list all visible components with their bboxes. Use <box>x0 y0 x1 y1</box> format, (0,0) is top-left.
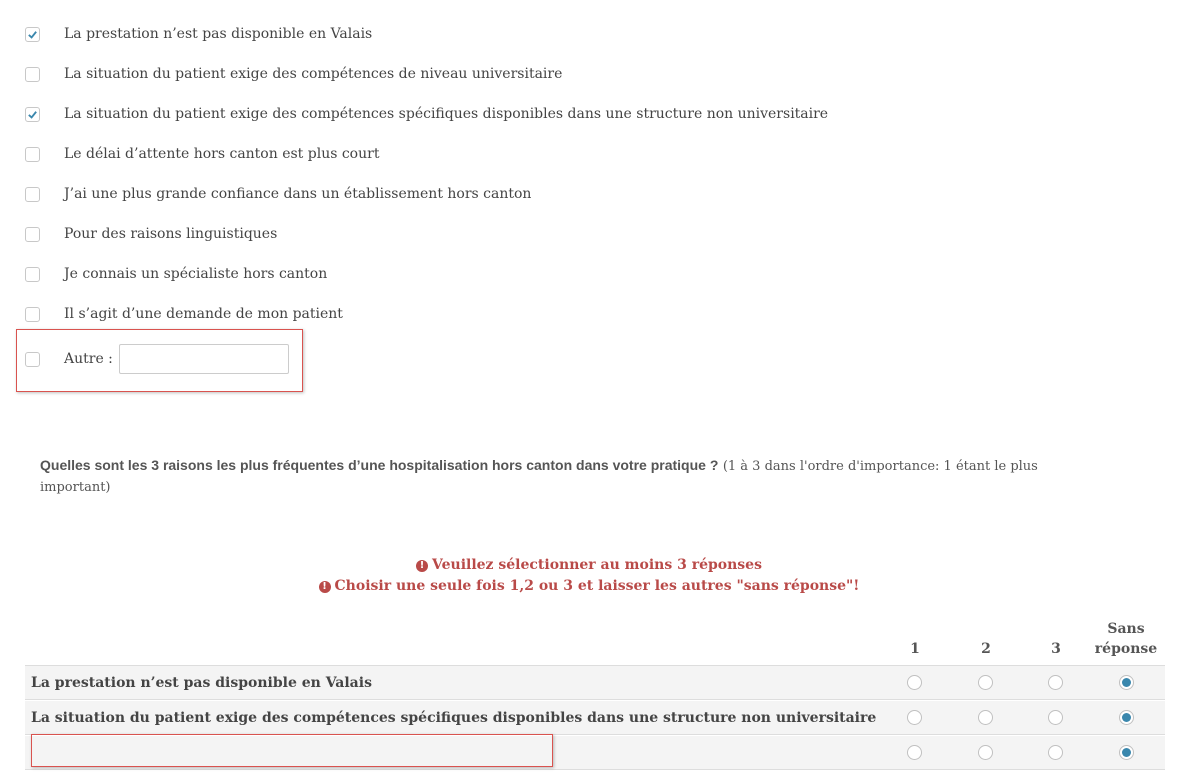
checkbox-label: Pour des raisons linguistiques <box>64 226 278 242</box>
radio-rank-2[interactable] <box>978 745 993 760</box>
checkbox[interactable] <box>25 267 40 282</box>
row-label: La prestation n’est pas disponible en Valais <box>31 674 372 691</box>
checkbox[interactable] <box>25 227 40 242</box>
check-icon <box>27 109 38 120</box>
checkbox-label: J’ai une plus grande confiance dans un établissement hors canton <box>64 186 532 202</box>
exclamation-icon: ! <box>416 560 428 572</box>
exclamation-icon: ! <box>319 581 331 593</box>
radio-sans-reponse[interactable] <box>1119 745 1134 760</box>
warning-message-1 <box>0 557 1178 573</box>
radio-rank-2[interactable] <box>978 710 993 725</box>
checkbox-label: La situation du patient exige des compétences de niveau universitaire <box>64 66 563 82</box>
other-label: Autre : <box>64 351 113 367</box>
checkbox[interactable] <box>25 27 40 42</box>
question-hint: (1 à 3 dans l'ordre d'importance: 1 étant le plus important) <box>40 459 1038 495</box>
check-icon <box>27 29 38 40</box>
highlight-box-other <box>16 329 303 392</box>
checkbox-option-7[interactable] <box>25 264 327 284</box>
radio-rank-2[interactable] <box>978 675 993 690</box>
warning-message-2 <box>0 578 1178 594</box>
column-header-sans-reponse: Sans réponse <box>1094 621 1158 657</box>
checkbox[interactable] <box>25 307 40 322</box>
checkbox-option-8[interactable] <box>25 304 343 324</box>
checkbox-label: Il s’agit d’une demande de mon patient <box>64 306 343 322</box>
checkbox-option-1[interactable] <box>25 24 372 44</box>
checkbox[interactable] <box>25 67 40 82</box>
checkbox-label: Je connais un spécialiste hors canton <box>64 266 328 282</box>
radio-rank-3[interactable] <box>1048 710 1063 725</box>
column-header-3: 3 <box>1051 641 1061 657</box>
checkbox-option-3[interactable] <box>25 104 828 124</box>
radio-rank-1[interactable] <box>907 675 922 690</box>
checkbox-label: La situation du patient exige des compétences spécifiques disponibles dans une structure non universitaire <box>64 106 829 122</box>
highlight-box-empty-row <box>31 734 553 767</box>
table-row <box>25 700 1165 735</box>
warning-text: Veuillez sélectionner au moins 3 réponses <box>432 557 762 573</box>
checkbox-option-2[interactable] <box>25 64 562 84</box>
row-label: La situation du patient exige des compétences spécifiques disponibles dans une structure non universitaire <box>31 709 877 726</box>
radio-sans-reponse[interactable] <box>1119 710 1134 725</box>
radio-sans-reponse[interactable] <box>1119 675 1134 690</box>
column-header-1: 1 <box>910 641 920 657</box>
radio-rank-1[interactable] <box>907 745 922 760</box>
question-text <box>40 455 1110 498</box>
checkbox-option-6[interactable] <box>25 224 277 244</box>
radio-rank-1[interactable] <box>907 710 922 725</box>
question-title: Quelles sont les 3 raisons les plus fréquentes d’une hospitalisation hors canton dans votre pratique ? <box>40 457 719 473</box>
checkbox-option-5[interactable] <box>25 184 531 204</box>
checkbox[interactable] <box>25 107 40 122</box>
warning-text: Choisir une seule fois 1,2 ou 3 et laisser les autres "sans réponse"! <box>334 578 860 594</box>
checkbox-label: Le délai d’attente hors canton est plus court <box>64 146 380 162</box>
checkbox[interactable] <box>25 187 40 202</box>
radio-rank-3[interactable] <box>1048 745 1063 760</box>
table-row <box>25 666 1165 700</box>
checkbox-label: La prestation n’est pas disponible en Valais <box>64 26 373 42</box>
checkbox-option-4[interactable] <box>25 144 379 164</box>
checkbox[interactable] <box>25 147 40 162</box>
radio-rank-3[interactable] <box>1048 675 1063 690</box>
column-header-2: 2 <box>981 641 991 657</box>
